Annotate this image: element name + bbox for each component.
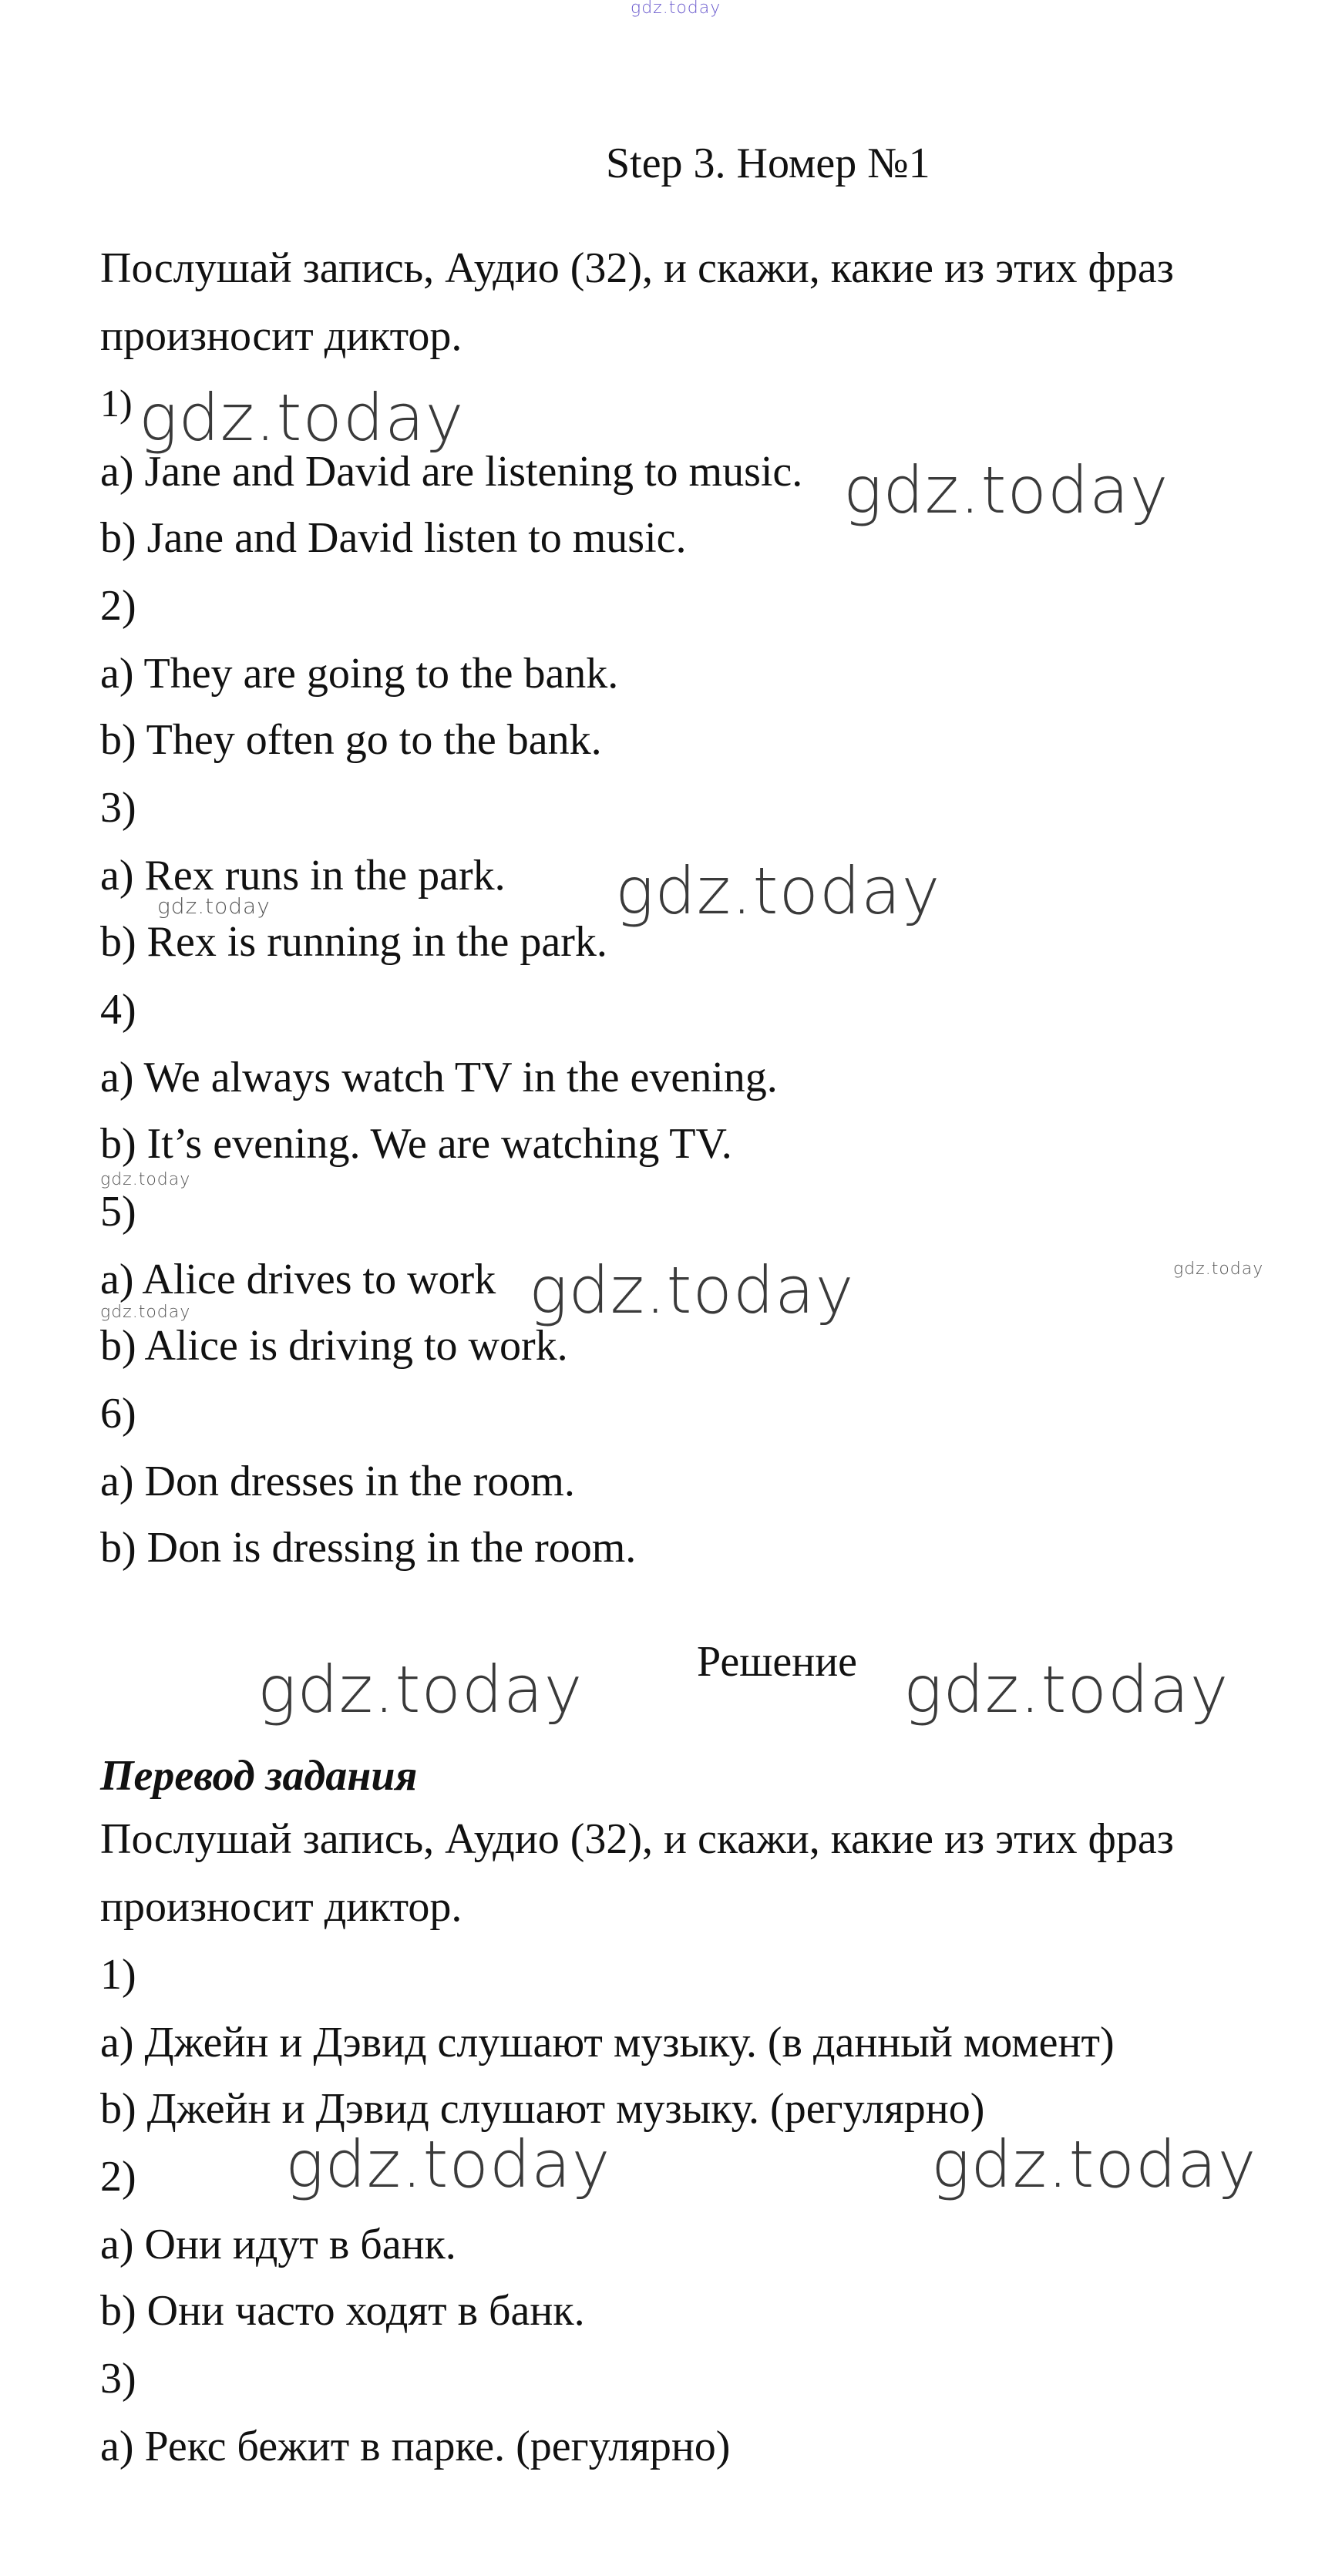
watermark-small: gdz.today <box>100 1170 191 1189</box>
item-1-option-a: a) Jane and David are listening to music. <box>100 448 803 496</box>
translation-item-2-number: 2) <box>100 2153 136 2201</box>
watermark: gdz.today <box>257 1652 584 1727</box>
watermark: gdz.today <box>529 1253 855 1328</box>
item-5-option-b: b) Alice is driving to work. <box>100 1322 568 1370</box>
item-6-number: 6) <box>100 1390 136 1438</box>
item-4-option-a: a) We always watch TV in the evening. <box>100 1054 778 1101</box>
item-4-number: 4) <box>100 986 136 1034</box>
translation-heading: Перевод задания <box>100 1752 418 1800</box>
watermark-small: gdz.today <box>1173 1259 1264 1279</box>
watermark: gdz.today <box>285 2127 611 2202</box>
item-3-number: 3) <box>100 784 136 832</box>
watermark: gdz.today <box>903 1652 1229 1727</box>
watermark: gdz.today <box>615 853 941 929</box>
item-4-option-b: b) It’s evening. We are watching TV. <box>100 1120 732 1168</box>
translation-instruction-line-2: произносит диктор. <box>100 1883 462 1931</box>
translation-instruction-line-1: Послушай запись, Аудио (32), и скажи, какие из этих фраз <box>100 1815 1174 1863</box>
watermark-small: gdz.today <box>100 1303 191 1322</box>
page-title: Step 3. Номер №1 <box>606 140 930 187</box>
translation-item-3-option-a: a) Рекс бежит в парке. (регулярно) <box>100 2423 731 2470</box>
item-5-number: 5) <box>100 1188 136 1236</box>
solution-heading: Решение <box>697 1638 858 1686</box>
item-5-option-a: a) Alice drives to work <box>100 1256 496 1303</box>
item-2-option-a: a) They are going to the bank. <box>100 650 619 698</box>
translation-item-1-number: 1) <box>100 1951 136 1999</box>
instruction-line-2: произносит диктор. <box>100 312 462 360</box>
item-1-number: 1) <box>100 382 133 425</box>
watermark: gdz.today <box>843 452 1169 528</box>
translation-item-3-number: 3) <box>100 2355 136 2403</box>
item-3-option-b: b) Rex is running in the park. <box>100 918 607 966</box>
watermark-small: gdz.today <box>157 893 271 919</box>
top-watermark: gdz.today <box>631 0 721 18</box>
translation-item-2-option-b: b) Они часто ходят в банк. <box>100 2287 585 2335</box>
watermark: gdz.today <box>931 2127 1257 2202</box>
translation-item-1-option-b: b) Джейн и Дэвид слушают музыку. (регулярно) <box>100 2085 985 2133</box>
translation-item-2-option-a: a) Они идут в банк. <box>100 2221 456 2268</box>
instruction-line-1: Послушай запись, Аудио (32), и скажи, какие из этих фраз <box>100 244 1174 292</box>
item-3-option-a: a) Rex runs in the park. <box>100 852 506 900</box>
translation-item-1-option-a: a) Джейн и Дэвид слушают музыку. (в данный момент) <box>100 2019 1115 2067</box>
item-2-number: 2) <box>100 582 136 630</box>
item-6-option-b: b) Don is dressing in the room. <box>100 1524 637 1572</box>
item-1-option-b: b) Jane and David listen to music. <box>100 514 687 562</box>
watermark: gdz.today <box>139 380 465 456</box>
item-2-option-b: b) They often go to the bank. <box>100 716 602 764</box>
item-6-option-a: a) Don dresses in the room. <box>100 1458 575 1505</box>
